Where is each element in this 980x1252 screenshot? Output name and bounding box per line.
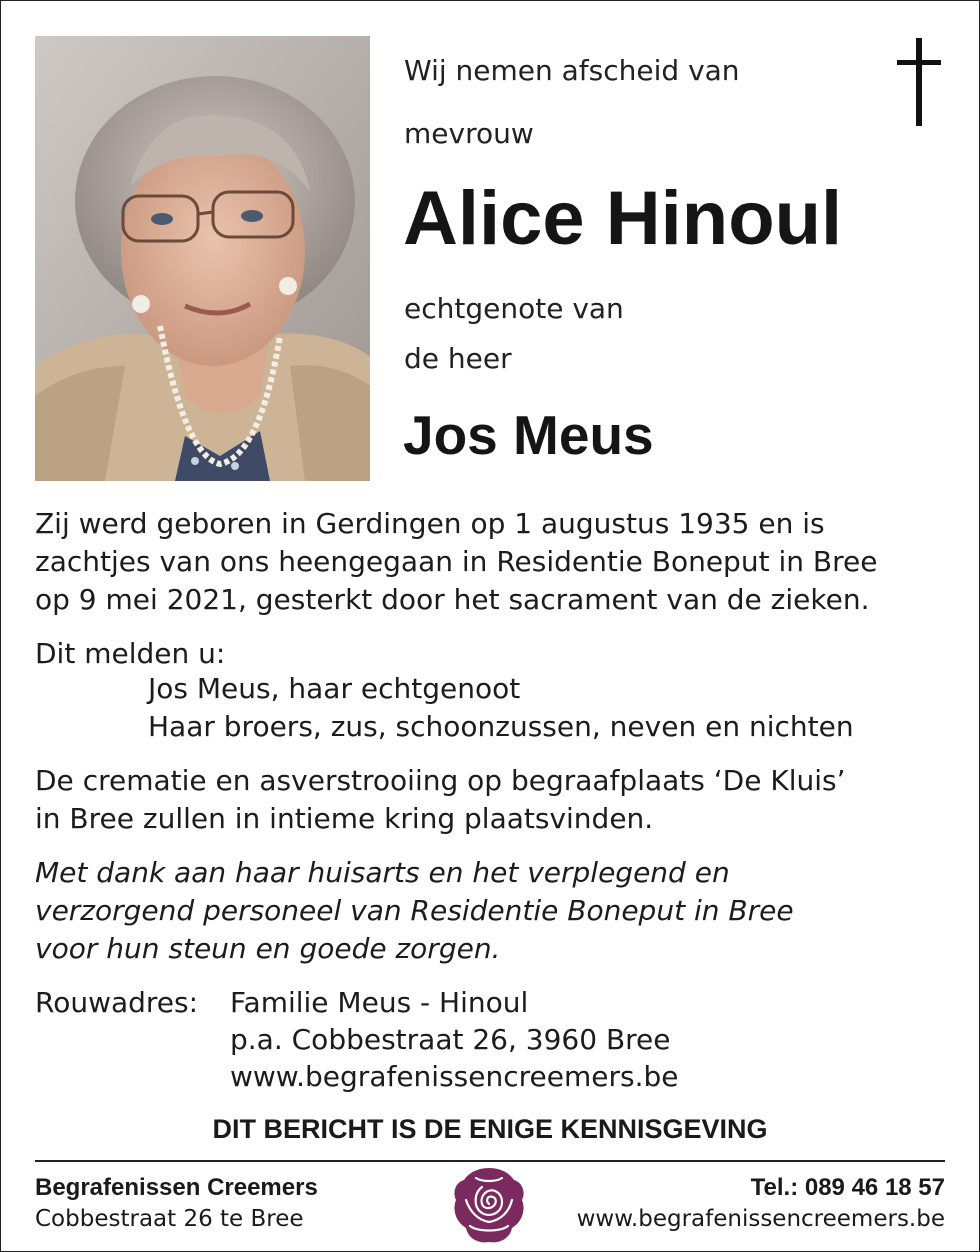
footer-company: Begrafenissen Creemers [35,1174,318,1201]
portrait-photo [35,36,370,481]
spouse-name: Jos Meus [403,404,654,466]
address-line: p.a. Cobbestraat 26, 3960 Bree [230,1023,671,1056]
thanks-line: Met dank aan haar huisarts en het verplegend en [35,856,730,889]
notice-banner: DIT BERICHT IS DE ENIGE KENNISGEVING [212,1114,768,1144]
footer-company-address: Cobbestraat 26 te Bree [35,1206,304,1232]
biography-line: op 9 mei 2021, gesterkt door het sacrament van de zieken. [35,583,870,616]
footer-phone: Tel.: 089 46 18 57 [750,1174,945,1201]
announcer-name: Jos Meus, haar echtgenoot [148,672,521,705]
intro-line-1: Wij nemen afscheid van [404,54,740,87]
address-website: www.begrafenissencreemers.be [230,1060,679,1093]
thanks-line: voor hun steun en goede zorgen. [35,932,501,965]
thanks-line: verzorgend personeel van Residentie Boneput in Bree [35,894,794,927]
biography-line: Zij werd geboren in Gerdingen op 1 augustus 1935 en is [35,507,825,540]
footer-divider [35,1160,945,1162]
announcer-name: Haar broers, zus, schoonzussen, neven en nichten [148,710,854,743]
ceremony-line: in Bree zullen in intieme kring plaatsvinden. [35,802,654,835]
deceased-name: Alice Hinoul [403,176,843,261]
spouse-intro-line-2: de heer [404,342,512,375]
announcers-label: Dit melden u: [35,637,226,670]
address-label: Rouwadres: [35,986,199,1019]
footer-website: www.begrafenissencreemers.be [576,1206,945,1232]
spouse-intro-line-1: echtgenote van [404,292,624,325]
cross-icon [897,38,941,126]
intro-line-2: mevrouw [404,117,534,150]
address-line: Familie Meus - Hinoul [230,986,529,1019]
ceremony-line: De crematie en asverstrooiing op begraafplaats ‘De Kluis’ [35,764,846,797]
rose-icon [452,1166,526,1244]
biography-line: zachtjes van ons heengegaan in Residentie Boneput in Bree [35,545,878,578]
